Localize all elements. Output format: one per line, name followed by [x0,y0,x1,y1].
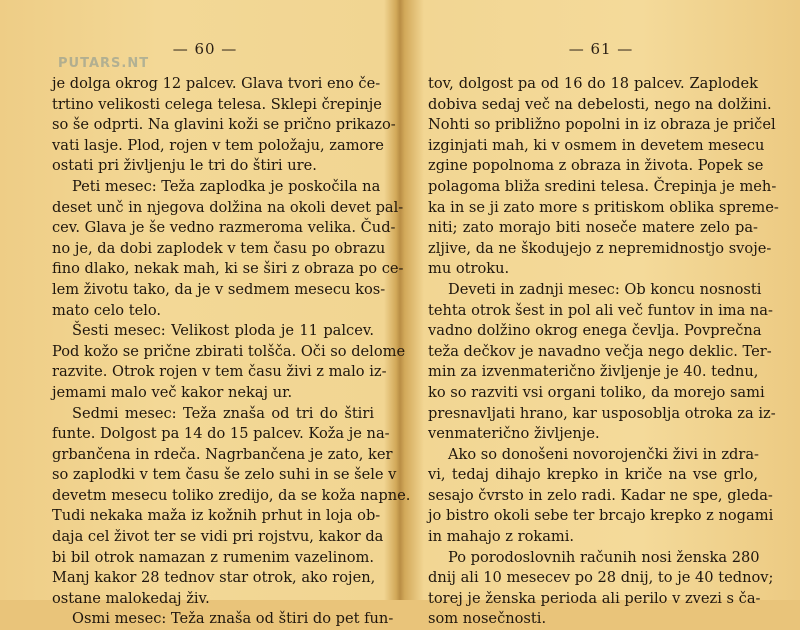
text-line: trtino velikosti celega telesa. Sklepi črepinje [52,95,382,113]
text-line: zljive, da ne škodujejo z nepremidnostjo svoje- [428,239,772,257]
text-line: vati lasje. Plod, rojen v tem položaju, zamore [52,136,384,154]
text-line: je dolga okrog 12 palcev. Glava tvori eno če- [52,75,381,92]
text-line: min za izvenmaterično življenje je 40. tednu, [428,363,759,381]
text-line: Šesti mesec: Velikost ploda je 11 palcev. [72,322,374,340]
text-line: venmaterično življenje. [428,425,600,443]
text-line: teža dečkov je navadno večja nego deklic. Ter- [428,342,772,360]
text-line: dobiva sedaj več na debelosti, nego na dolžini. [428,95,772,113]
text-line: dnij ali 10 mesecev po 28 dnij, to je 40 tednov; [428,569,774,587]
text-line: vi, tedaj dihajo krepko in kriče na vse grlo, [428,466,758,484]
text-line: som nosečnosti. [428,610,547,628]
text-line: izginjati mah, ki v osmem in devetem mesecu [428,136,765,154]
text-line: tehta otrok šest in pol ali več funtov in ima na- [428,301,773,319]
text-line: in mahajo z rokami. [428,528,575,546]
text-line: tov, dolgost pa od 16 do 18 palcev. Zaplodek [428,75,758,92]
text-line: devetm mesecu toliko zredijo, da se koža napne. [52,486,411,504]
text-line: mato celo telo. [52,301,162,319]
text-line: presnavljati hrano, kar usposoblja otroka za iz- [428,404,776,422]
text-line: cev. Glava je še vedno razmeroma velika. Čud- [52,219,396,237]
text-line: jo bistro okoli sebe ter brcajo krepko z nogami [428,507,774,525]
text-line: Manj kakor 28 tednov star otrok, ako rojen, [52,569,376,587]
left-page-text [52,74,411,630]
text-line: daja cel život ter se vidi pri rojstvu, kakor da [52,528,384,546]
text-line: sesajo čvrsto in zelo radi. Kadar ne spe, gleda- [428,486,773,504]
text-line: ostane malokedaj živ. [52,589,210,607]
text-line: Ako so donošeni novorojenčki živi in zdra- [448,445,759,463]
text-line: mu otroku. [428,260,510,278]
text-line: ostati pri življenju le tri do štiri ure. [52,157,317,175]
watermark-stamp: PUTARS.NT [58,56,150,71]
right-page-number: — 61 — [568,40,634,58]
right-page [402,0,800,628]
text-line: ka in se ji zato more s pritiskom oblika spreme- [428,198,779,216]
text-line: vadno dolžino okrog enega čevlja. Povprečna [428,322,762,340]
text-line: Sedmi mesec: Teža znaša od tri do štiri [72,404,374,422]
text-line: deset unč in njegova dolžina na okoli devet pal- [52,198,404,216]
text-line: Pod kožo se prične zbirati tolšča. Oči so delome [52,342,406,360]
text-line: no je, da dobi zaplodek v tem času po obrazu [52,239,386,257]
text-line: Nohti so približno popolni in iz obraza je pričel [428,116,776,134]
text-line: so še odprti. Na glavini koži se prično prikazo- [52,116,396,134]
text-line: Tudi nekaka maža iz kožnih prhut in loja ob- [52,507,381,525]
text-line: Osmi mesec: Teža znaša od štiri do pet fun- [72,610,394,628]
text-line: funte. Dolgost pa 14 do 15 palcev. Koža je na- [52,425,390,443]
text-line: Deveti in zadnji mesec: Ob koncu nosnosti [448,280,762,298]
text-line: grbančena in rdeča. Nagrbančena je zato, ker [52,445,393,463]
text-line: bi bil otrok namazan z rumenim vazelinom. [52,548,374,566]
text-line: zgine popolnoma z obraza in života. Popek se [428,157,764,175]
right-page-text [428,74,779,630]
text-line: ko so razviti vsi organi toliko, da morejo sami [428,383,765,401]
text-line: lem životu tako, da je v sedmem mesecu kos- [52,280,386,298]
text-line: niti; zato morajo biti noseče matere zelo pa- [428,219,758,237]
left-page-number: — 60 — [172,40,238,58]
text-line: so zaplodki v tem času še zelo suhi in se šele v [52,466,397,484]
text-line: Peti mesec: Teža zaplodka je poskočila na [72,177,381,195]
text-line: razvite. Otrok rojen v tem času živi z malo iz- [52,363,387,381]
text-line: Po porodoslovnih računih nosi ženska 280 [448,548,760,566]
text-line: jemami malo več kakor nekaj ur. [52,383,293,401]
text-line: fino dlako, nekak mah, ki se širi z obraza po ce- [52,260,404,278]
text-line: torej je ženska perioda ali perilo v zvezi s ča- [428,589,761,607]
text-line: polagoma bliža sredini telesa. Črepinja je meh- [428,177,777,195]
